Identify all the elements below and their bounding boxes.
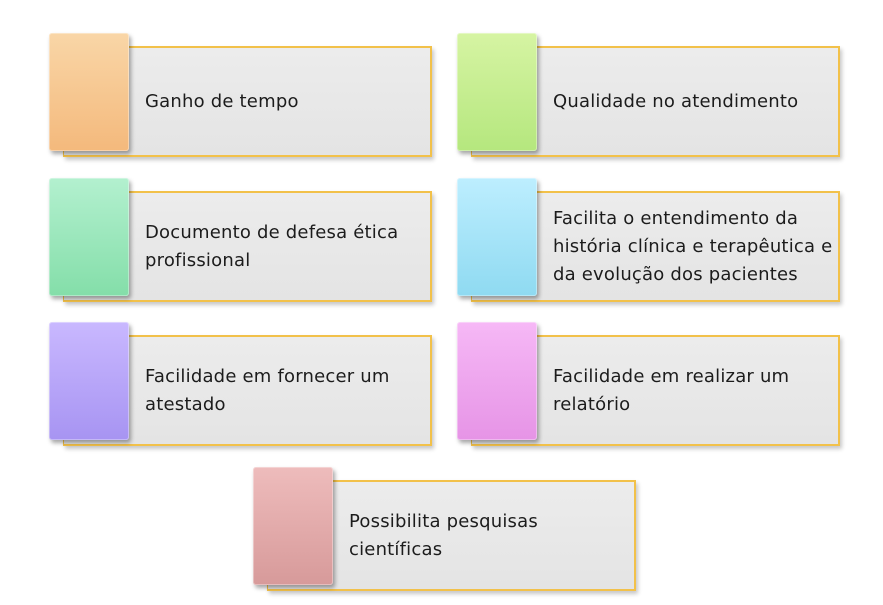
color-tile <box>49 322 129 440</box>
benefit-item-2 <box>457 33 842 158</box>
benefit-label: Documento de defesa ética profissional <box>145 221 399 271</box>
color-tile <box>49 33 129 151</box>
color-tile <box>49 178 129 296</box>
benefit-label: Facilita o entendimento da história clínica e terapêutica e da evolução dos pacientes <box>553 207 833 285</box>
benefit-item-3 <box>49 178 434 303</box>
benefit-item-7 <box>253 467 638 592</box>
benefit-label: Possibilita pesquisas científicas <box>349 510 538 560</box>
benefit-label: Qualidade no atendimento <box>553 90 799 112</box>
benefit-item-5 <box>49 322 434 447</box>
benefit-item-4 <box>457 178 842 303</box>
benefit-label: Facilidade em fornecer um atestado <box>145 365 390 415</box>
benefit-label: Facilidade em realizar um relatório <box>553 365 790 415</box>
benefit-item-1 <box>49 33 434 158</box>
benefit-item-6 <box>457 322 842 447</box>
color-tile <box>457 178 537 296</box>
color-tile <box>457 33 537 151</box>
color-tile <box>253 467 333 585</box>
color-tile <box>457 322 537 440</box>
benefit-label: Ganho de tempo <box>145 90 299 112</box>
